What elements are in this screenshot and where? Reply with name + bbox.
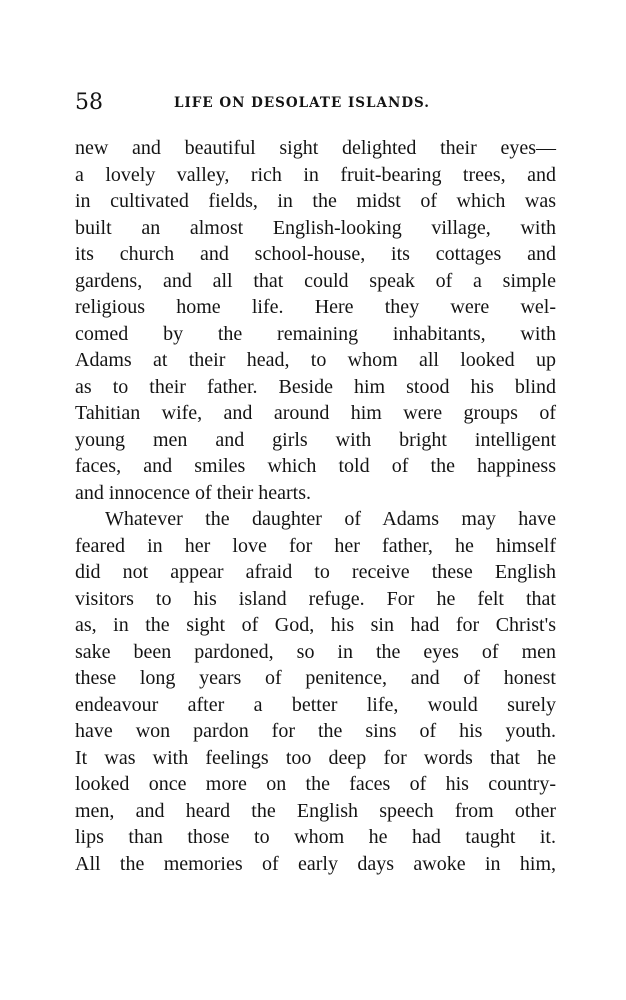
text-line: built an almost English-looking village, with <box>75 216 556 239</box>
text-line: lips than those to whom he had taught it. <box>75 826 556 848</box>
text-line: It was with feelings too deep for words that he <box>75 746 556 769</box>
text-line: men, and heard the English speech from other <box>75 799 556 822</box>
text-line: in cultivated fields, in the midst of which was <box>75 190 556 212</box>
text-line: as, in the sight of God, his sin had for Christ's <box>75 614 556 636</box>
text-line: these long years of penitence, and of honest <box>75 667 556 689</box>
text-line: have won pardon for the sins of his youth. <box>75 720 556 742</box>
text-line: Adams at their head, to whom all looked up <box>75 349 556 371</box>
body-text <box>75 135 556 877</box>
text-line: did not appear afraid to receive these English <box>75 561 556 583</box>
text-line: sake been pardoned, so in the eyes of men <box>75 640 556 663</box>
text-line: as to their father. Beside him stood his blind <box>75 375 556 398</box>
paragraph-end-line: and innocence of their hearts. <box>75 481 312 504</box>
text-line: new and beautiful sight delighted their eyes— <box>75 137 556 159</box>
page-number: 58 <box>75 90 103 115</box>
text-line: endeavour after a better life, would surely <box>75 693 556 716</box>
text-line: Tahitian wife, and around him were groups of <box>75 402 556 424</box>
text-line: its church and school-house, its cottages and <box>75 243 556 265</box>
text-line: religious home life. Here they were wel- <box>75 296 556 318</box>
text-line: faces, and smiles which told of the happiness <box>75 455 556 477</box>
text-line: looked once more on the faces of his country- <box>75 773 556 795</box>
text-line: gardens, and all that could speak of a simple <box>75 269 556 292</box>
text-line: young men and girls with bright intelligent <box>75 428 556 451</box>
text-line: feared in her love for her father, he himself <box>75 534 556 557</box>
text-line: visitors to his island refuge. For he felt that <box>75 587 556 610</box>
text-line: a lovely valley, rich in fruit-bearing trees, and <box>75 163 556 186</box>
text-line: All the memories of early days awoke in him, <box>75 852 556 875</box>
page-header <box>75 88 555 118</box>
running-head: LIFE ON DESOLATE ISLANDS. <box>174 95 430 111</box>
text-line: comed by the remaining inhabitants, with <box>75 322 556 345</box>
paragraph-start-line: Whatever the daughter of Adams may have <box>105 508 556 530</box>
